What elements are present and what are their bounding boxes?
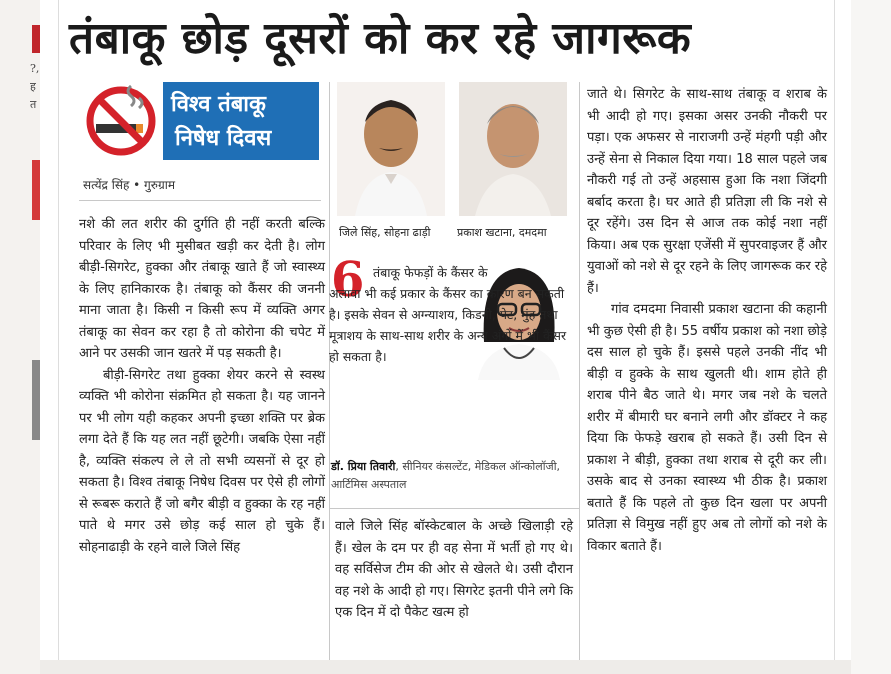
photo-caption: जिले सिंह, सोहना ढाड़ी	[339, 226, 431, 239]
article-column-3	[587, 84, 827, 557]
quote-first-line: तंबाकू फेफड़ों के कैंसर के	[373, 265, 488, 280]
adjacent-page-left	[0, 0, 40, 674]
paragraph: नशे की लत शरीर की दुर्गति ही नहीं करती बल्कि परिवार के लिए भी मुसीबत खड़ी कर देती है। लोग बीड़ी-सिगरेट, हुक्का और तंबाकू खाते हैं जो स्वास्थ्य के लिए हानिकारक है। तंबाकू को कैंसर की जननी माना जाता है। किसी न किसी रूप में व्यक्ति अगर तंबाकू का सेवन कर रहा है तो कोरोना की चपेट में आने पर उसकी जान खतरे में पड़ सकती है।	[79, 217, 325, 361]
doctor-name: डॉ. प्रिया तिवारी	[331, 460, 396, 473]
paragraph: गांव दमदमा निवासी प्रकाश खटाना की कहानी भी कुछ ऐसी ही है। 55 वर्षीय प्रकाश को नशा छोड़े दस साल हो चुके हैं। इससे पहले उनकी नींद भी बीड़ी व हुक्के के साथ खुलती थी। शाम होते ही शराब पीने बैठ जाते थे। मगर जब नशे के चलते शरीर में बीमारी घर बनाने लगी और डॉक्टर ने कह दिया कि फेफड़े खराब हो सकते हैं। उसी दिन से प्रकाश ने बीड़ी, हुक्का तथा शराब से दूरी कर ली। उसके बाद से उनका स्वास्थ्य भी ठीक है। प्रकाश बताते हैं कि पहले तो कुछ दिन खला पर अपनी प्रतिज्ञा से विमुख नहीं हुए अब तो लोगों को नशे के विकार बताते हैं।	[587, 302, 827, 554]
quote-text: अलावा भी कई प्रकार के कैंसर का कारण बन सकती है। इसके सेवन से अग्न्याशय, किडनी, पेट, मुंह तथा मूत्राशय के साथ-साथ शरीर के अन्य अंगों में भी कैंसर हो सकता है।	[329, 286, 567, 364]
no-smoking-icon	[79, 82, 163, 160]
section-divider	[329, 508, 579, 509]
paragraph: बीड़ी-सिगरेट तथा हुक्का शेयर करने से स्वस्थ व्यक्ति भी कोरोना संक्रमित हो सकता है। यह जानने पर भी लोग यही कहकर अपनी इच्छा शक्ति पर ब्रेक लगा देते हैं कि यह लत नहीं छूटेगी। जबकि ऐसा नहीं है, व्यक्ति संकल्प ले ले तो सभी व्यसनों से दूर हो सकता है। विश्व तंबाकू निषेध दिवस पर ऐसे ही लोगों से रूबरू कराते हैं जो बगैर बीड़ी व हुक्का के रह नहीं पाते थे मगर उसे छोड़ कई साल हो चुके हैं। सोहनाढाड़ी के रहने वाले जिले सिंह	[79, 367, 325, 555]
prakash-khatana-photo	[459, 82, 567, 216]
headline: तंबाकू छोड़ दूसरों को कर रहे जागरूक	[69, 13, 692, 64]
badge-title-line1: विश्व तंबाकू	[171, 92, 266, 117]
article-column-1	[79, 214, 325, 558]
column-divider	[329, 82, 330, 662]
expert-quote	[329, 252, 569, 367]
news-article	[58, 0, 835, 674]
article-column-2	[335, 516, 573, 624]
quote-mark-icon: 6	[331, 252, 365, 308]
badge-title-line2: निषेध दिवस	[175, 126, 272, 151]
paragraph: जाते थे। सिगरेट के साथ-साथ तंबाकू व शराब के भी आदी हो गए। इसका असर उनकी नौकरी पर पड़ा। एक अफसर से नाराजगी उन्हें मंहगी पड़ी और उन्हें सेना से निकाल दिया गया। 18 साल पहले जब नौकरी गई तो उन्हें अहसास हुआ कि नशा जिंदगी बर्बाद करता है। घर आते ही प्रतिज्ञा ली कि नशे से दूर रहेंगे। उस दिन से आज तक कोई नशा नहीं किया। अब एक सुरक्षा एजेंसी में सुपरवाइजर हैं और युवाओं को नशे से दूर रहने के लिए जागरूक कर रहे हैं।	[587, 87, 827, 296]
adjacent-page-red-mark	[32, 160, 40, 220]
page-bottom-edge	[40, 660, 851, 674]
byline-divider	[79, 200, 321, 201]
adjacent-page-right	[851, 0, 891, 674]
column-divider	[579, 82, 580, 662]
event-badge	[79, 82, 319, 160]
byline: सत्येंद्र सिंह • गुरुग्राम	[83, 178, 176, 192]
doctor-credit	[331, 458, 571, 494]
photo-caption: प्रकाश खटाना, दमदमा	[457, 226, 547, 239]
doctor-designation: , सीनियर कंसल्टेंट, मेडिकल ऑन्कोलॉजी, आर्टिमिस अस्पताल	[331, 460, 561, 491]
jile-singh-photo	[337, 82, 445, 216]
adjacent-page-red-mark	[32, 25, 40, 53]
adjacent-page-edge-text: ?, ह त	[30, 62, 40, 111]
paragraph: वाले जिले सिंह बॉस्केटबाल के अच्छे खिलाड़ी रहे हैं। खेल के दम पर ही वह सेना में भर्ती हो गए थे। वह सर्विसेज टीम की ओर से खेलते थे। उसी दौरान वह नशे के आदी हो गए। सिगरेट इतनी पीने लगे कि एक दिन में दो पैकेट खत्म हो	[335, 519, 573, 620]
adjacent-page-gray-mark	[32, 360, 40, 440]
